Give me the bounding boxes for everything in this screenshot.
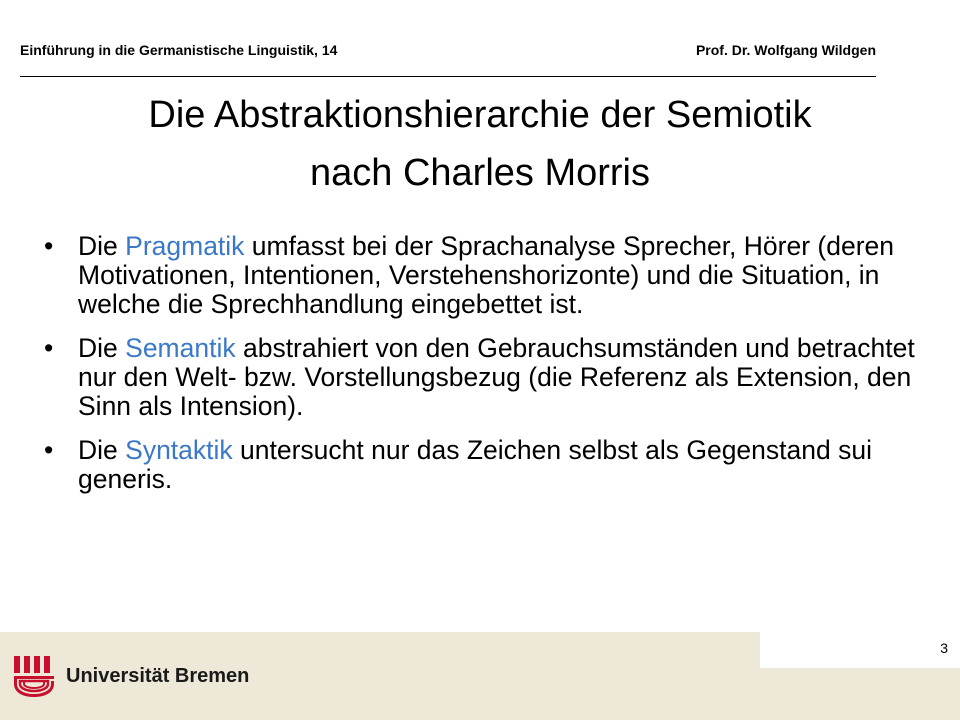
university-seal-icon bbox=[12, 654, 56, 698]
bullet-icon: • bbox=[44, 333, 54, 363]
bullet-text-prefix: Die bbox=[78, 435, 126, 465]
bullet-text-prefix: Die bbox=[78, 333, 126, 363]
bullet-item-pragmatik bbox=[44, 232, 924, 319]
university-logo bbox=[12, 654, 249, 698]
slide-title-line-2: nach Charles Morris bbox=[310, 152, 650, 194]
university-name: Universität Bremen bbox=[66, 664, 250, 687]
bullet-item-semantik bbox=[44, 334, 924, 421]
bullet-item-syntaktik bbox=[44, 436, 924, 494]
bullet-list bbox=[44, 232, 924, 509]
slide-header bbox=[20, 42, 876, 62]
bullet-icon: • bbox=[44, 435, 54, 465]
term-pragmatik: Pragmatik bbox=[125, 231, 245, 261]
header-divider bbox=[20, 76, 876, 77]
page-number-box bbox=[760, 632, 960, 668]
page-number: 3 bbox=[940, 640, 948, 656]
bullet-text-prefix: Die bbox=[78, 231, 126, 261]
slide-title bbox=[40, 86, 920, 202]
bullet-icon: • bbox=[44, 231, 54, 261]
slide-title-line-1: Die Abstraktionshierarchie der Semiotik bbox=[148, 94, 812, 136]
lecturer-name: Prof. Dr. Wolfgang Wildgen bbox=[695, 42, 876, 58]
term-semantik: Semantik bbox=[125, 333, 236, 363]
bullet-text: umfasst bei der Sprachanalyse Sprecher, Hörer (deren Motivationen, Intentionen, Verstehenshorizonte) und die Situation, in welche die Sprechhandlung eingebettet ist. bbox=[78, 231, 895, 319]
bullet-text: abstrahiert von den Gebrauchsumständen und betrachtet nur den Welt- bzw. Vorstellungsbezug (die Referenz als Extension, den Sinn als Intension). bbox=[78, 333, 915, 421]
course-title: Einführung in die Germanistische Linguistik, 14 bbox=[20, 42, 338, 58]
bullet-text: untersucht nur das Zeichen selbst als Gegenstand sui generis. bbox=[78, 435, 872, 494]
term-syntaktik: Syntaktik bbox=[125, 435, 233, 465]
